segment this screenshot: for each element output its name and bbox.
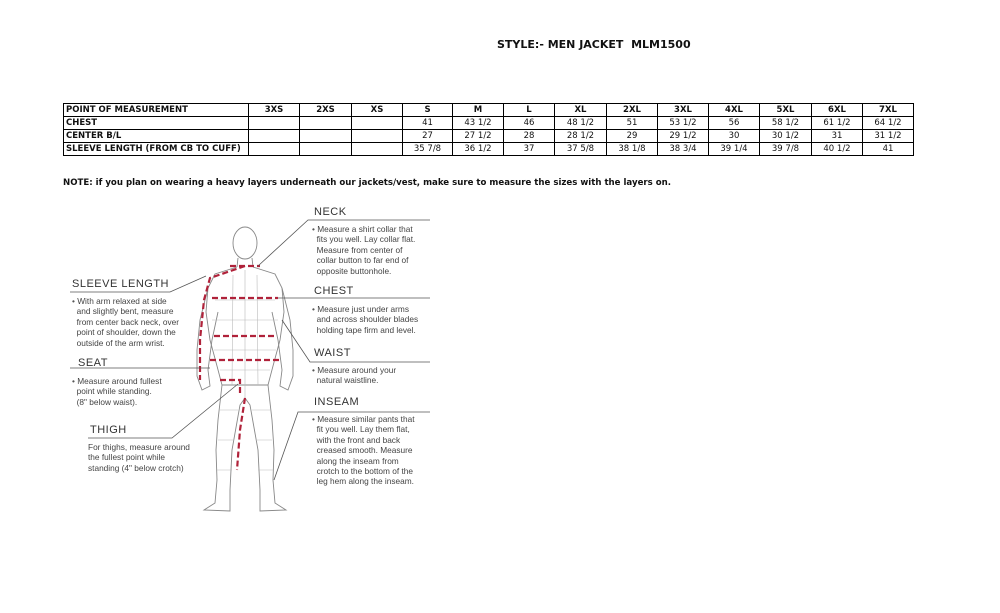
header-size-4xl: 4XL bbox=[709, 104, 760, 117]
table-cell: 37 bbox=[504, 143, 555, 156]
table-cell: 39 7/8 bbox=[760, 143, 812, 156]
sleeve-line-2: and slightly bent, measure bbox=[76, 306, 174, 317]
chest-instructions bbox=[312, 304, 418, 335]
table-row bbox=[64, 117, 914, 130]
measurement-lines bbox=[200, 266, 280, 470]
bullet-icon: • bbox=[72, 296, 75, 306]
header-size-2xl: 2XL bbox=[607, 104, 658, 117]
table-cell bbox=[249, 143, 300, 156]
measurement-guide bbox=[60, 200, 440, 520]
sleeve-line-5: outside of the arm wrist. bbox=[76, 337, 165, 348]
seat-line-3: (8" below waist). bbox=[76, 396, 138, 407]
table-cell bbox=[300, 130, 352, 143]
header-size-5xl: 5XL bbox=[760, 104, 812, 117]
figure-head bbox=[233, 227, 257, 259]
table-row bbox=[64, 130, 914, 143]
inseam-line-6: crotch to the bottom of the bbox=[316, 466, 414, 477]
inseam-line-2: fit you well. Lay them flat, bbox=[316, 424, 410, 435]
inseam-line-1: Measure similar pants that bbox=[317, 414, 415, 424]
table-cell bbox=[300, 117, 352, 130]
header-size-7xl: 7XL bbox=[863, 104, 914, 117]
seat-line-2: point while standing. bbox=[76, 386, 152, 397]
table-cell: 39 1/4 bbox=[709, 143, 760, 156]
inseam-heading: INSEAM bbox=[314, 396, 360, 408]
thigh-line-2: the fullest point while bbox=[88, 452, 166, 463]
table-cell: 51 bbox=[607, 117, 658, 130]
inseam-line-4: creased smooth. Measure bbox=[316, 445, 413, 456]
seat-line-1: Measure around fullest bbox=[77, 376, 162, 386]
inseam-line bbox=[237, 398, 245, 470]
header-point-of-measurement: POINT OF MEASUREMENT bbox=[64, 104, 249, 117]
thigh-line bbox=[220, 380, 240, 395]
header-size-3xs: 3XS bbox=[249, 104, 300, 117]
table-cell: 27 bbox=[403, 130, 453, 143]
table-cell: 35 7/8 bbox=[403, 143, 453, 156]
table-cell: 30 bbox=[709, 130, 760, 143]
size-chart-table bbox=[63, 103, 914, 156]
table-cell bbox=[249, 130, 300, 143]
waist-line-1: Measure around your bbox=[317, 365, 397, 375]
waist-instructions bbox=[312, 365, 396, 386]
header-size-6xl: 6XL bbox=[812, 104, 863, 117]
table-cell: 64 1/2 bbox=[863, 117, 914, 130]
chest-line-2: and across shoulder blades bbox=[316, 314, 419, 325]
table-header-row bbox=[64, 104, 914, 117]
header-size-3xl: 3XL bbox=[658, 104, 709, 117]
chest-line-3: holding tape firm and level. bbox=[316, 324, 416, 335]
table-cell: 38 1/8 bbox=[607, 143, 658, 156]
sleeve-length-heading: SLEEVE LENGTH bbox=[72, 278, 169, 290]
waist-line-2: natural waistline. bbox=[316, 375, 379, 386]
table-cell: 46 bbox=[504, 117, 555, 130]
table-cell: 28 bbox=[504, 130, 555, 143]
neck-line-4: collar button to far end of bbox=[316, 255, 409, 266]
neck-line-1: Measure a shirt collar that bbox=[317, 224, 413, 234]
header-size-l: L bbox=[504, 104, 555, 117]
table-cell: 61 1/2 bbox=[812, 117, 863, 130]
seat-heading: SEAT bbox=[78, 357, 108, 369]
figure-contour-lines bbox=[212, 270, 278, 470]
neck-instructions bbox=[312, 224, 415, 276]
neck-line-2: fits you well. Lay collar flat. bbox=[316, 234, 416, 245]
row-label: SLEEVE LENGTH (FROM CB TO CUFF) bbox=[64, 143, 249, 156]
table-cell: 37 5/8 bbox=[555, 143, 607, 156]
table-cell bbox=[249, 117, 300, 130]
thigh-heading: THIGH bbox=[90, 424, 127, 436]
table-cell bbox=[352, 117, 403, 130]
inseam-line-7: leg hem along the inseam. bbox=[316, 476, 414, 487]
layers-note: NOTE: if you plan on wearing a heavy layers underneath our jackets/vest, make sure to measure the sizes with the layers on. bbox=[63, 178, 672, 188]
sleeve-line bbox=[200, 266, 245, 380]
chest-line-1: Measure just under arms bbox=[317, 304, 409, 314]
table-cell: 29 1/2 bbox=[658, 130, 709, 143]
sleeve-line-3: from center back neck, over bbox=[76, 316, 179, 327]
table-cell: 48 1/2 bbox=[555, 117, 607, 130]
table-cell bbox=[352, 130, 403, 143]
table-cell: 40 1/2 bbox=[812, 143, 863, 156]
table-cell: 27 1/2 bbox=[453, 130, 504, 143]
bullet-icon: • bbox=[72, 376, 75, 386]
bullet-icon: • bbox=[312, 304, 315, 314]
neck-line-3: Measure from center of bbox=[316, 244, 403, 255]
thigh-instructions bbox=[88, 442, 190, 473]
inseam-line-3: with the front and back bbox=[316, 434, 401, 445]
header-size-m: M bbox=[453, 104, 504, 117]
table-cell: 38 3/4 bbox=[658, 143, 709, 156]
inseam-line-5: along the inseam from bbox=[316, 455, 399, 466]
inseam-instructions bbox=[312, 414, 415, 487]
table-cell: 58 1/2 bbox=[760, 117, 812, 130]
bullet-icon: • bbox=[312, 414, 315, 424]
thigh-line-3: standing (4" below crotch) bbox=[88, 462, 184, 473]
table-cell: 31 bbox=[812, 130, 863, 143]
header-size-xs: XS bbox=[352, 104, 403, 117]
sleeve-line-1: With arm relaxed at side bbox=[77, 296, 167, 306]
table-cell: 28 1/2 bbox=[555, 130, 607, 143]
sleeve-length-instructions bbox=[72, 296, 179, 348]
table-cell bbox=[300, 143, 352, 156]
bullet-icon: • bbox=[312, 224, 315, 234]
figure-right-arm bbox=[272, 288, 293, 390]
table-cell: 31 1/2 bbox=[863, 130, 914, 143]
header-size-xl: XL bbox=[555, 104, 607, 117]
bullet-icon: • bbox=[312, 365, 315, 375]
table-cell: 30 1/2 bbox=[760, 130, 812, 143]
table-cell: 29 bbox=[607, 130, 658, 143]
row-label: CHEST bbox=[64, 117, 249, 130]
table-row bbox=[64, 143, 914, 156]
neck-heading: NECK bbox=[314, 206, 347, 218]
seat-instructions bbox=[72, 376, 162, 407]
table-cell bbox=[352, 143, 403, 156]
table-cell: 43 1/2 bbox=[453, 117, 504, 130]
sleeve-line-4: point of shoulder, down the bbox=[76, 327, 176, 338]
neck-line-5: opposite buttonhole. bbox=[316, 265, 392, 276]
waist-heading: WAIST bbox=[314, 347, 351, 359]
thigh-line-1: For thighs, measure around bbox=[88, 442, 190, 452]
chest-heading: CHEST bbox=[314, 285, 354, 297]
table-cell: 53 1/2 bbox=[658, 117, 709, 130]
header-size-s: S bbox=[403, 104, 453, 117]
table-cell: 41 bbox=[403, 117, 453, 130]
header-size-2xs: 2XS bbox=[300, 104, 352, 117]
style-title: STYLE:- MEN JACKET MLM1500 bbox=[497, 38, 691, 51]
table-cell: 41 bbox=[863, 143, 914, 156]
table-cell: 56 bbox=[709, 117, 760, 130]
table-cell: 36 1/2 bbox=[453, 143, 504, 156]
figure-left-arm bbox=[197, 288, 218, 390]
row-label: CENTER B/L bbox=[64, 130, 249, 143]
